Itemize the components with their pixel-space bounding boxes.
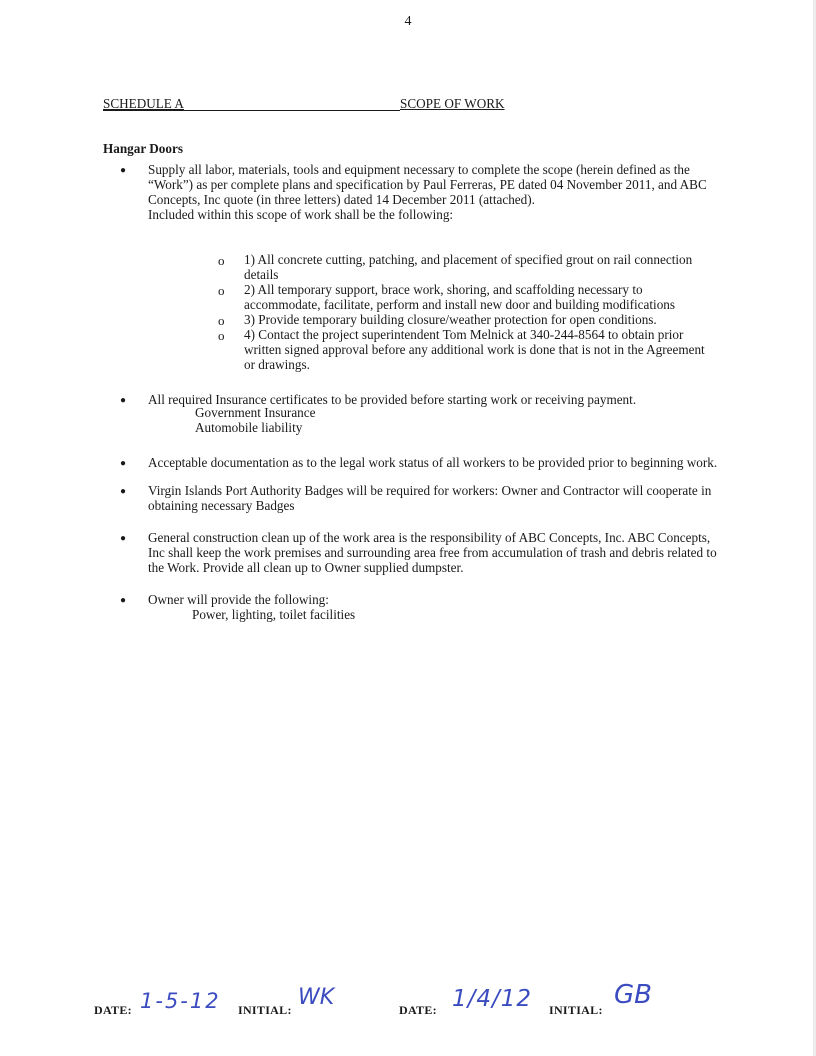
bullet-line: Virgin Islands Port Authority Badges will be required for workers: Owner and Contractor will cooperate in (148, 483, 712, 498)
handwritten-date: 1-5-12 (140, 989, 221, 1013)
bullet-line: Concepts, Inc quote (in three letters) dated 14 December 2011 (attached). (148, 192, 535, 207)
insurance-type: Automobile liability (195, 420, 303, 435)
bullet-line: Owner will provide the following: (148, 592, 329, 607)
sub-bullet-icon: o (218, 313, 225, 328)
sub-item-line: 2) All temporary support, brace work, shoring, and scaffolding necessary to (244, 282, 643, 297)
bullet-line: obtaining necessary Badges (148, 498, 295, 513)
bullet-item-supply (148, 162, 728, 222)
sub-bullet-icon: o (218, 253, 225, 268)
insurance-type: Government Insurance (195, 405, 316, 420)
bullet-line: All required Insurance certificates to be provided before starting work or receiving payment. (148, 392, 637, 407)
schedule-underline (103, 110, 400, 111)
sub-item-line: details (244, 267, 279, 282)
sub-item-line: 4) Contact the project superintendent Tom Melnick at 340-244-8564 to obtain prior (244, 327, 684, 342)
section-title: Hangar Doors (103, 141, 183, 156)
bullet-icon: ● (120, 165, 127, 176)
sub-item-line: 1) All concrete cutting, patching, and placement of specified grout on rail connection (244, 252, 693, 267)
sub-item-closure (244, 312, 714, 327)
bullet-line: General construction clean up of the work area is the responsibility of ABC Concepts, Inc. ABC Concepts, (148, 530, 711, 545)
handwritten-initial: WK (298, 985, 335, 1010)
bullet-item-owner-provides (148, 592, 728, 607)
bullet-line: Acceptable documentation as to the legal work status of all workers to be provided prior to beginning work. (148, 455, 718, 470)
sub-item-temporary-support (244, 282, 714, 312)
schedule-label: SCHEDULE A (103, 96, 184, 111)
bullet-line: Inc shall keep the work premises and surrounding area free from accumulation of trash and debris related to (148, 545, 717, 560)
sub-item-contact (244, 327, 714, 372)
bullet-icon: ● (120, 458, 127, 469)
bullet-line: the Work. Provide all clean up to Owner supplied dumpster. (148, 560, 464, 575)
sub-item-line: or drawings. (244, 357, 310, 372)
bullet-item-badges (148, 483, 728, 513)
sub-bullet-icon: o (218, 328, 225, 343)
bullet-icon: ● (120, 395, 127, 406)
bullet-icon: ● (120, 533, 127, 544)
handwritten-date: 1/4/12 (452, 986, 533, 1012)
bullet-item-cleanup (148, 530, 728, 575)
handwritten-initial: GB (614, 980, 652, 1010)
scope-title: SCOPE OF WORK (400, 96, 505, 111)
date-label: DATE: (399, 1003, 437, 1017)
page-number: 4 (404, 14, 412, 29)
sub-item-line: written signed approval before any additional work is done that is not in the Agreement (244, 342, 705, 357)
bullet-line: Supply all labor, materials, tools and equipment necessary to complete the scope (herein defined as the (148, 162, 690, 177)
bullet-icon: ● (120, 595, 127, 606)
sub-item-concrete (244, 252, 714, 282)
sub-item-line: accommodate, facilitate, perform and install new door and building modifications (244, 297, 676, 312)
initial-label: INITIAL: (238, 1003, 292, 1017)
initial-label: INITIAL: (549, 1003, 603, 1017)
bullet-icon: ● (120, 486, 127, 497)
signature-footer (0, 980, 816, 1030)
sub-item-line: 3) Provide temporary building closure/weather protection for open conditions. (244, 312, 657, 327)
bullet-item-documentation (148, 455, 728, 470)
sub-bullet-icon: o (218, 283, 225, 298)
owner-provision: Power, lighting, toilet facilities (192, 607, 356, 622)
date-label: DATE: (94, 1003, 132, 1017)
bullet-line: Included within this scope of work shall be the following: (148, 207, 454, 222)
bullet-line: “Work”) as per complete plans and specification by Paul Ferreras, PE dated 04 November 2011, and ABC (148, 177, 707, 192)
